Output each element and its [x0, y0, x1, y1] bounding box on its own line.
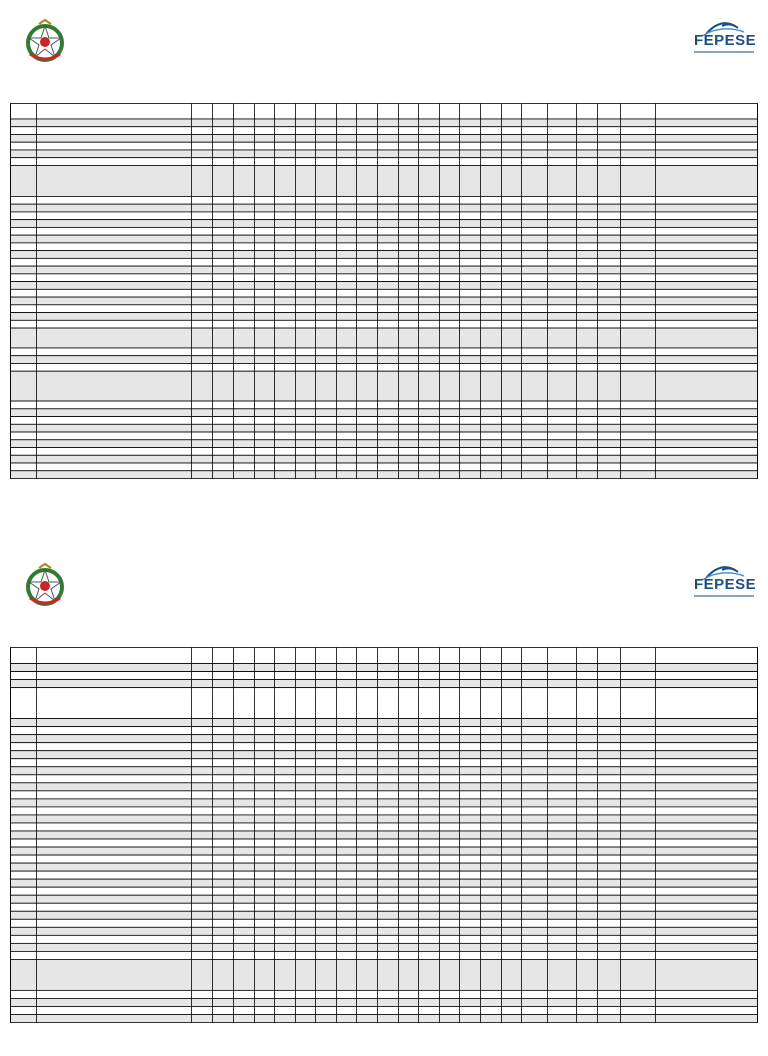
table-row	[11, 348, 758, 356]
logo-wordmark: FEPESE	[694, 576, 757, 593]
table-row	[11, 799, 758, 807]
table-row	[11, 855, 758, 863]
table-row	[11, 251, 758, 259]
page-2	[0, 544, 768, 1056]
table-row	[11, 142, 758, 150]
table-row	[11, 871, 758, 879]
logo-wordmark: FEPESE	[694, 32, 757, 49]
fepese-logo	[692, 562, 757, 606]
table-row	[11, 243, 758, 251]
table-row	[11, 911, 758, 919]
table-row	[11, 235, 758, 243]
table-row	[11, 959, 758, 990]
table-row	[11, 823, 758, 831]
data-table	[10, 647, 758, 1023]
table-row	[11, 119, 758, 127]
table-row	[11, 791, 758, 799]
table-row	[11, 417, 758, 425]
table-row	[11, 320, 758, 328]
table-row	[11, 879, 758, 887]
table-row	[11, 847, 758, 855]
table-row	[11, 719, 758, 727]
table-row	[11, 212, 758, 220]
table-row	[11, 282, 758, 290]
table-row	[11, 935, 758, 943]
table-row	[11, 471, 758, 479]
table-row	[11, 839, 758, 847]
table-row	[11, 1014, 758, 1022]
table-row	[11, 815, 758, 823]
table-row	[11, 680, 758, 688]
table-row	[11, 1006, 758, 1014]
logo-tagline	[694, 51, 754, 53]
table-row	[11, 943, 758, 951]
table-row	[11, 688, 758, 719]
table-row	[11, 783, 758, 791]
table-row	[11, 356, 758, 364]
table-row	[11, 990, 758, 998]
table-row	[11, 831, 758, 839]
table-row	[11, 165, 758, 196]
table-row	[11, 371, 758, 401]
table-grid	[10, 103, 758, 479]
table-row	[11, 895, 758, 903]
table-row	[11, 409, 758, 417]
table-row	[11, 266, 758, 274]
coat-of-arms-icon	[22, 18, 68, 64]
table-row	[11, 863, 758, 871]
table-row	[11, 751, 758, 759]
page-1	[0, 0, 768, 512]
table-row	[11, 759, 758, 767]
table-row	[11, 807, 758, 815]
table-row	[11, 328, 758, 348]
table-row	[11, 455, 758, 463]
table-row	[11, 227, 758, 235]
table-row	[11, 127, 758, 135]
table-row	[11, 274, 758, 282]
data-table	[10, 103, 758, 479]
table-row	[11, 401, 758, 409]
table-row	[11, 887, 758, 895]
table-row	[11, 448, 758, 456]
table-row	[11, 951, 758, 959]
table-row	[11, 767, 758, 775]
logo-tagline	[694, 595, 754, 597]
table-row	[11, 424, 758, 432]
table-grid	[10, 647, 758, 1023]
table-row	[11, 220, 758, 228]
table-row	[11, 363, 758, 371]
table-row	[11, 289, 758, 297]
table-row	[11, 727, 758, 735]
fepese-logo	[692, 18, 757, 62]
table-row	[11, 919, 758, 927]
table-row	[11, 735, 758, 743]
table-row	[11, 903, 758, 911]
table-row	[11, 440, 758, 448]
table-row	[11, 196, 758, 204]
coat-of-arms-icon	[22, 562, 68, 608]
table-row	[11, 648, 758, 664]
table-row	[11, 664, 758, 672]
table-row	[11, 672, 758, 680]
table-row	[11, 998, 758, 1006]
table-row	[11, 258, 758, 266]
table-row	[11, 432, 758, 440]
table-row	[11, 313, 758, 321]
table-row	[11, 927, 758, 935]
table-row	[11, 150, 758, 158]
table-row	[11, 158, 758, 166]
table-row	[11, 743, 758, 751]
table-row	[11, 204, 758, 212]
table-row	[11, 775, 758, 783]
table-row	[11, 104, 758, 119]
table-row	[11, 463, 758, 471]
table-row	[11, 305, 758, 313]
table-row	[11, 134, 758, 142]
table-row	[11, 297, 758, 305]
